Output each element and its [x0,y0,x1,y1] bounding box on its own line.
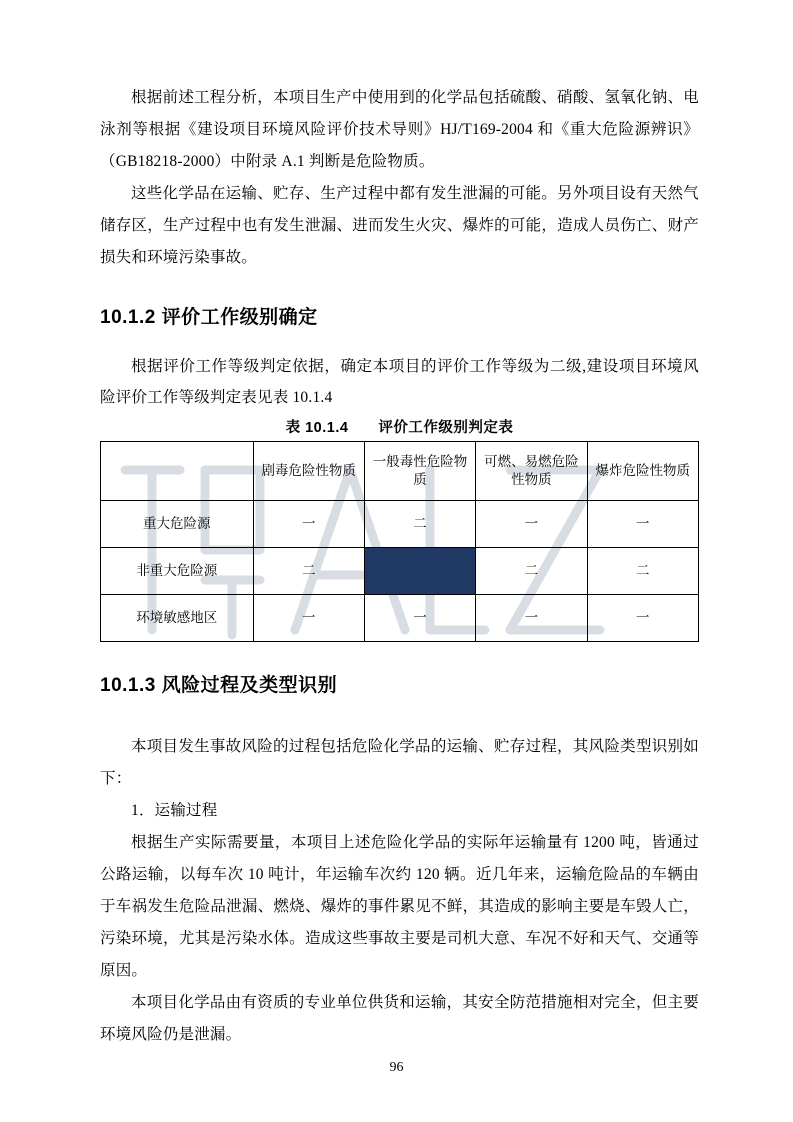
table-cell-0-3[interactable]: 一 [587,501,698,548]
table-cell-2-3[interactable]: 一 [587,595,698,642]
table-header-row [101,442,699,501]
table-header-cell-2: 一般毒性危险物质 [364,442,475,501]
table-row-label-0: 重大危险源 [101,501,254,548]
table-cell-1-0[interactable]: 二 [253,548,364,595]
section-heading-10-1-3: 10.1.3 风险过程及类型识别 [100,675,338,697]
table-header-cell-4: 爆炸危险性物质 [587,442,698,501]
table-cell-2-0[interactable]: 一 [253,595,364,642]
table-header-cell-1: 剧毒危险性物质 [253,442,364,501]
list-item-1: 1．运输过程 [131,802,218,820]
table-row [101,548,699,595]
risk-evaluation-table [100,441,699,642]
spacer [100,337,699,351]
section-heading-10-1-2: 10.1.2 评价工作级别确定 [100,306,318,328]
table-row [101,595,699,642]
paragraph-6: 本项目化学品由有资质的专业单位供货和运输，其安全防范措施相对完全，但主要环境风险仍是泄漏。 [100,993,699,1043]
paragraph-3: 根据评价工作等级判定依据，确定本项目的评价工作等级为二级,建设项目环境风险评价工作等级判定表见表 10.1.4 [100,357,699,407]
table-row-label-1: 非重大危险源 [101,548,254,595]
table-caption: 表 10.1.4 评价工作级别判定表 [285,420,514,437]
table-cell-1-2[interactable]: 二 [476,548,587,595]
table-row [101,501,699,548]
table-cell-0-0[interactable]: 一 [253,501,364,548]
table-header-cell-0 [101,442,254,501]
table-cell-2-2[interactable]: 一 [476,595,587,642]
table-cell-0-1[interactable]: 二 [364,501,475,548]
paragraph-1: 根据前述工程分析，本项目生产中使用到的化学品包括硫酸、硝酸、氢氧化钠、电泳剂等根据《建设项目环境风险评价技术导则》HJ/T169-2004 和《重大危险源辨识》（GB18218-2000）中附录 A.1 判断是危险物质。 [100,89,699,170]
paragraph-2: 这些化学品在运输、贮存、生产过程中都有发生泄漏的可能。另外项目设有天然气储存区，生产过程中也有发生泄漏、进而发生火灾、爆炸的可能，造成人员伤亡、财产损失和环境污染事故。 [100,184,699,266]
table-cell-2-1[interactable]: 一 [364,595,475,642]
table-cell-1-3[interactable]: 二 [587,548,698,595]
table-cell-1-1-selected[interactable]: 二 [364,548,475,595]
table-cell-0-2[interactable]: 一 [476,501,587,548]
spacer [100,705,699,731]
paragraph-4: 本项目发生事故风险的过程包括危险化学品的运输、贮存过程，其风险类型识别如下： [100,738,699,788]
paragraph-5: 根据生产实际需要量，本项目上述危险化学品的实际年运输量有 1200 吨，皆通过公路运输，以每车次 10 吨计，年运输车次约 120 辆。近几年来，运输危险品的车辆由于车祸发生危险品泄漏、燃烧、爆炸的事件累见不鲜，其造成的影响主要是车毁人亡，污染环境，尤其是污染水体。造成这些事故主要是司机大意、车况不好和天气、交通等原因。 [100,834,699,979]
page-number: 96 [389,1060,404,1075]
table-header-cell-3: 可燃、易燃危险性物质 [476,442,587,501]
table-row-label-2: 环境敏感地区 [101,595,254,642]
page-content [100,82,699,1051]
